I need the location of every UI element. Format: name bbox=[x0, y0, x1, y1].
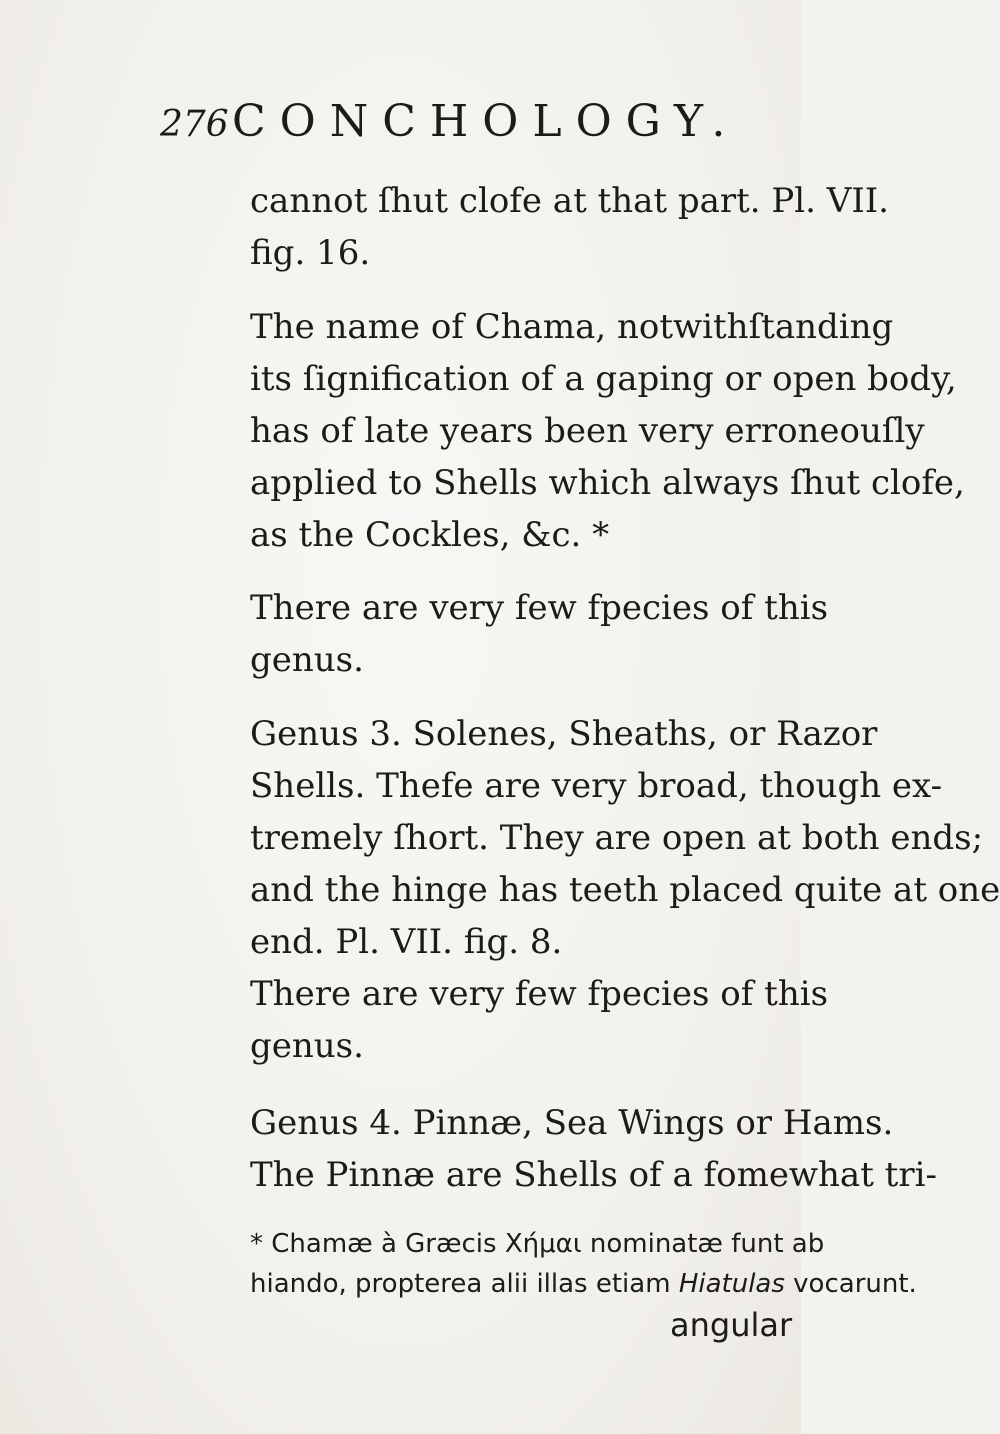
footnote-text: hiando, propterea alii illas etiam bbox=[250, 1269, 679, 1299]
text-line: its ſignification of a gaping or open body, bbox=[250, 359, 957, 399]
text-line: has of late years been very erroneouſly bbox=[250, 411, 925, 451]
text-line: There are very few fpecies of this bbox=[250, 974, 829, 1014]
footnote-italic-term: Hiatulas bbox=[678, 1269, 785, 1299]
paragraph-few-species-1 bbox=[250, 582, 829, 686]
text-line: and the hinge has teeth placed quite at one bbox=[250, 870, 1000, 910]
text-line: The name of Chama, notwithſtanding bbox=[250, 307, 894, 347]
paragraph-genus-3 bbox=[250, 708, 1000, 968]
catchword: angular bbox=[670, 1306, 793, 1344]
paragraph-genus-4 bbox=[250, 1097, 937, 1201]
page-number: 276 bbox=[160, 104, 229, 145]
footnote bbox=[250, 1224, 917, 1304]
text-line: There are very few fpecies of this bbox=[250, 588, 829, 628]
text-line: cannot ſhut clofe at that part. Pl. VII. bbox=[250, 181, 889, 221]
text-line: Shells. Thefe are very broad, though ex- bbox=[250, 766, 943, 806]
text-line: genus. bbox=[250, 640, 364, 680]
text-line: Genus 4. Pinnæ, Sea Wings or Hams. bbox=[250, 1103, 894, 1143]
text-line: applied to Shells which always ſhut clofe, bbox=[250, 463, 965, 503]
text-line: The Pinnæ are Shells of a fomewhat tri- bbox=[250, 1155, 937, 1195]
text-line: tremely ſhort. They are open at both ends; bbox=[250, 818, 984, 858]
text-line: as the Cockles, &c. * bbox=[250, 515, 610, 555]
footnote-line: * Chamæ à Græcis Χήμαι nominatæ funt ab bbox=[250, 1229, 825, 1259]
paragraph-few-species-2 bbox=[250, 968, 829, 1072]
page-header bbox=[160, 92, 760, 147]
text-line: end. Pl. VII. fig. 8. bbox=[250, 922, 563, 962]
text-line: fig. 16. bbox=[250, 233, 371, 273]
footnote-text: vocarunt. bbox=[784, 1269, 917, 1299]
footnote-line bbox=[250, 1264, 917, 1304]
running-title: CONCHOLOGY. bbox=[232, 96, 740, 147]
text-line: Genus 3. Solenes, Sheaths, or Razor bbox=[250, 714, 878, 754]
paragraph-chama-name bbox=[250, 301, 965, 561]
paragraph-continuation bbox=[250, 175, 889, 279]
text-line: genus. bbox=[250, 1026, 364, 1066]
